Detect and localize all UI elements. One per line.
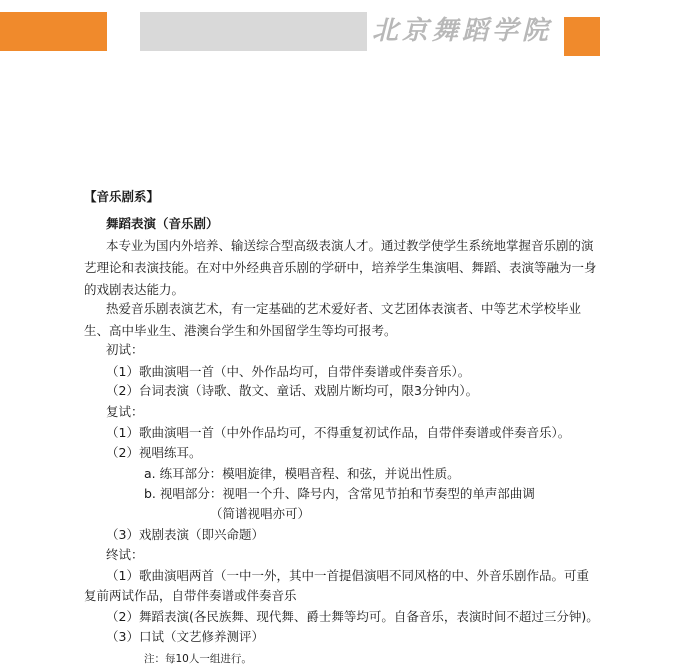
major-title: 舞蹈表演（音乐剧） [106, 216, 219, 231]
eligibility-line-1: 热爱音乐剧表演艺术，有一定基础的艺术爱好者、文艺团体表演者、中等艺术学校毕业 [106, 301, 582, 316]
final-item-1a: （1）歌曲演唱两首（一中一外，其中一首提倡演唱不同风格的中、外音乐剧作品。可重 [106, 568, 589, 583]
school-logo: 北京舞蹈学院 [372, 16, 553, 46]
intro-line-2: 艺理论和表演技能。在对中外经典音乐剧的学研中，培养学生集演唱、舞蹈、表演等融为一身 [84, 260, 597, 275]
second-item-3: （3）戏剧表演（即兴命题） [106, 527, 264, 542]
second-item-1: （1）歌曲演唱一首（中外作品均可，不得重复初试作品，自带伴奏谱或伴奏音乐）。 [106, 425, 571, 440]
final-item-2: （2）舞蹈表演(各民族舞、现代舞、爵士舞等均可。自备音乐，表演时间不超过三分钟)。 [106, 609, 599, 624]
final-item-3: （3）口试（文艺修养测评） [106, 629, 264, 644]
second-item-2b-note: （简谱视唱亦可） [210, 506, 311, 521]
prelim-label: 初试： [106, 342, 144, 357]
second-item-2b: b. 视唱部分：视唱一个升、降号内，含常见节拍和节奏型的单声部曲调 [144, 486, 535, 501]
intro-line-3: 的戏剧表达能力。 [84, 282, 185, 297]
intro-line-1: 本专业为国内外培养、输送综合型高级表演人才。通过教学使学生系统地掌握音乐剧的演 [106, 238, 594, 253]
prelim-item-2: （2）台词表演（诗歌、散文、童话、戏剧片断均可，限3分钟内）。 [106, 383, 479, 398]
final-note: 注：每10人一组进行。 [144, 653, 252, 665]
second-item-2: （2）视唱练耳。 [106, 445, 202, 460]
eligibility-line-2: 生、高中毕业生、港澳台学生和外国留学生等均可报考。 [84, 323, 397, 338]
second-item-2a: a. 练耳部分：模唱旋律，模唱音程、和弦，并说出性质。 [144, 466, 460, 481]
final-label: 终试： [106, 547, 144, 562]
section-title: 【音乐剧系】 [84, 189, 160, 204]
final-item-1b: 复前两试作品，自带伴奏谱或伴奏音乐 [84, 588, 297, 603]
prelim-item-1: （1）歌曲演唱一首（中、外作品均可，自带伴奏谱或伴奏音乐）。 [106, 364, 471, 379]
second-label: 复试： [106, 404, 144, 419]
